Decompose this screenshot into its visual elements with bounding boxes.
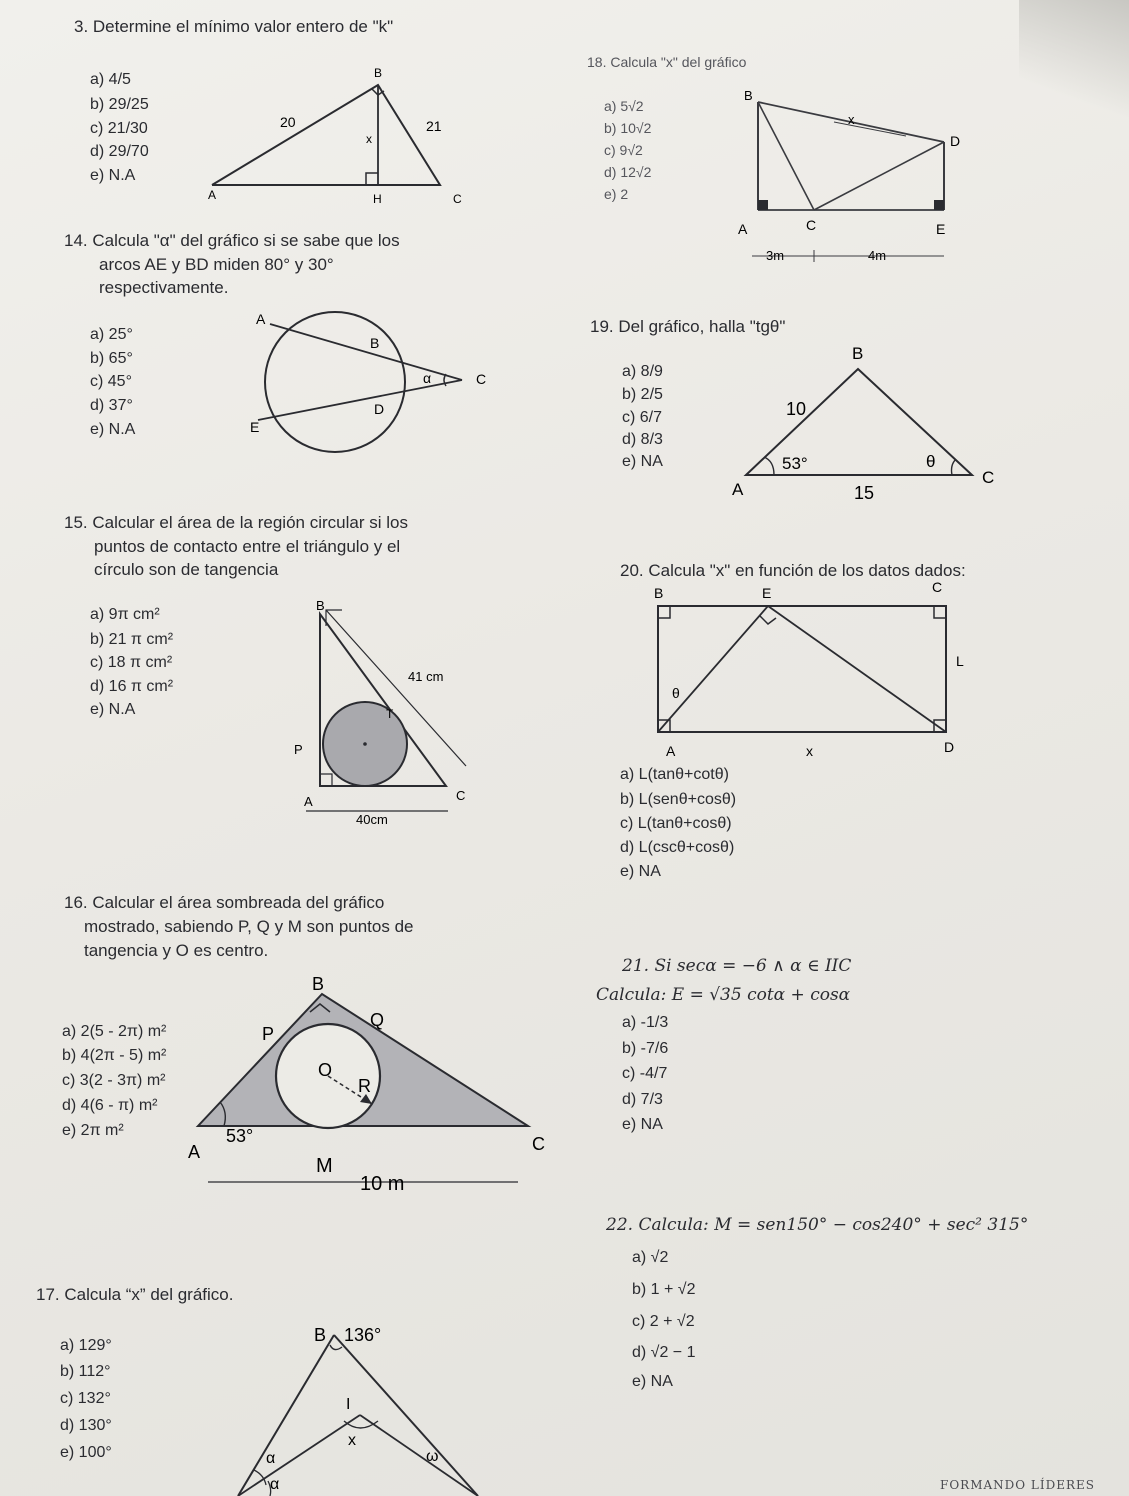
q13-option-c: c) 21/30: [90, 120, 148, 137]
q16-line3: tangencia y O es centro.: [84, 941, 269, 960]
q19-option-d: d) 8/3: [622, 431, 663, 448]
q20-label-l: L: [956, 653, 964, 669]
q15-option-b: b) 21 π cm²: [90, 631, 174, 648]
q16-label-r: R: [358, 1076, 371, 1096]
q20-label-d: D: [944, 739, 955, 755]
q21-option-e: e) NA: [622, 1116, 663, 1133]
q14-option-e: e) N.A: [90, 421, 136, 438]
q13-label-c: C: [453, 192, 462, 206]
q17-option-a: a) 129°: [60, 1337, 112, 1354]
q15-label-c: C: [456, 788, 466, 803]
q18-label-e: E: [936, 221, 946, 237]
q14-option-c: c) 45°: [90, 373, 132, 390]
q15-triangle-figure: [280, 596, 500, 836]
q15-label-t: T: [386, 707, 394, 721]
q18-label-d: D: [950, 133, 961, 149]
q17-label-i: I: [346, 1396, 351, 1413]
q16-label-m: M: [316, 1155, 333, 1177]
q19-triangle-figure: [720, 335, 1010, 510]
q15-label-b: B: [316, 598, 325, 613]
q14-label-c: C: [476, 371, 487, 387]
q16-triangle-figure: [180, 968, 550, 1198]
q15-option-a: a) 9π cm²: [90, 606, 160, 623]
q13-label-bc: 21: [426, 118, 442, 134]
q22-title: 22. Calcula: M = sen150° − cos240° + sec² 315°: [606, 1215, 1029, 1235]
q14-label-alpha: α: [423, 370, 432, 386]
q19-option-e: e) NA: [622, 453, 663, 470]
q21-option-b: b) -7/6: [622, 1040, 669, 1057]
q14-label-b: B: [370, 335, 380, 351]
q16-label-a: A: [188, 1142, 201, 1162]
q15-label-a: A: [304, 794, 313, 809]
q16-label-angle: 53°: [226, 1126, 254, 1146]
q15-label-base: 40cm: [356, 812, 388, 827]
q15-label-hyp: 41 cm: [408, 669, 444, 684]
q15-line2: puntos de contacto entre el triángulo y el: [94, 537, 401, 556]
q14-circle-figure: [230, 300, 520, 470]
q14-line3: respectivamente.: [99, 278, 229, 297]
q22-option-c: c) 2 + √2: [632, 1313, 695, 1330]
q21-option-d: d) 7/3: [622, 1091, 663, 1108]
q13-option-d: d) 29/70: [90, 143, 149, 160]
q20-label-a: A: [666, 743, 676, 759]
q16-label-o: O: [318, 1060, 333, 1080]
q16-option-c: c) 3(2 - 3π) m²: [62, 1072, 166, 1089]
q17-label-angle-b: 136°: [344, 1325, 382, 1345]
q22-option-d: d) √2 − 1: [632, 1344, 696, 1361]
q20-option-c: c) L(tanθ+cosθ): [620, 815, 732, 832]
q13-label-ab: 20: [280, 114, 296, 130]
q19-label-angle-c: θ: [926, 452, 936, 471]
q19-label-b: B: [852, 344, 864, 363]
q20-label-theta: θ: [672, 685, 680, 701]
q19-title: 19. Del gráfico, halla "tgθ": [590, 317, 786, 336]
q17-option-c: c) 132°: [60, 1390, 111, 1407]
q18-option-e: e) 2: [604, 186, 629, 202]
q17-label-x: x: [348, 1432, 356, 1449]
q22-option-a: a) √2: [632, 1249, 669, 1266]
q18-label-b: B: [744, 88, 753, 103]
q15-option-d: d) 16 π cm²: [90, 678, 174, 695]
q19-label-a: A: [732, 480, 744, 499]
q17-triangle-figure: [210, 1305, 510, 1496]
q16-line1: 16. Calcular el área sombreada del gráfico: [64, 893, 385, 912]
page-shadow: [1019, 0, 1129, 130]
q20-option-b: b) L(senθ+cosθ): [620, 791, 737, 808]
q16-label-q: Q: [370, 1010, 385, 1030]
q13-option-b: b) 29/25: [90, 96, 149, 113]
q13-label-h: H: [373, 192, 382, 206]
q18-figure: [730, 80, 990, 265]
q17-label-b: B: [314, 1325, 327, 1345]
q13-label-x: x: [366, 132, 372, 146]
q19-option-b: b) 2/5: [622, 386, 663, 403]
q16-label-b: B: [312, 974, 325, 994]
q13-label-a: A: [208, 188, 217, 202]
q14-line1: 14. Calcula "α" del gráfico si se sabe que los: [64, 231, 400, 250]
q16-label-c: C: [532, 1134, 545, 1154]
q20-label-b: B: [654, 585, 664, 601]
q19-option-c: c) 6/7: [622, 409, 663, 426]
q18-label-ac: 3m: [766, 248, 785, 263]
q20-option-e: e) NA: [620, 863, 661, 880]
q17-option-e: e) 100°: [60, 1444, 112, 1461]
q20-label-e: E: [762, 585, 772, 601]
q20-label-x: x: [806, 743, 813, 759]
q18-option-c: c) 9√2: [604, 142, 643, 158]
q16-option-b: b) 4(2π - 5) m²: [62, 1047, 167, 1064]
q13-triangle-figure: [190, 55, 480, 215]
q17-title: 17. Calcula “x” del gráfico.: [36, 1285, 234, 1304]
q13-title: 3. Determine el mínimo valor entero de "k": [74, 17, 394, 36]
q17-label-alpha-2: α: [270, 1476, 280, 1493]
q14-option-d: d) 37°: [90, 397, 133, 414]
q19-option-a: a) 8/9: [622, 363, 663, 380]
q16-label-p: P: [262, 1024, 275, 1044]
q16-option-e: e) 2π m²: [62, 1122, 124, 1139]
q15-label-p: P: [294, 742, 303, 757]
q18-option-b: b) 10√2: [604, 120, 652, 136]
q13-option-a: a) 4/5: [90, 71, 131, 88]
q18-label-ce: 4m: [868, 248, 887, 263]
q16-option-a: a) 2(5 - 2π) m²: [62, 1023, 167, 1040]
q14-label-a: A: [256, 311, 266, 327]
q16-label-base: 10 m: [360, 1173, 405, 1195]
q18-option-a: a) 5√2: [604, 98, 644, 114]
q19-label-ab: 10: [786, 399, 807, 419]
q17-option-d: d) 130°: [60, 1417, 112, 1434]
q19-label-ac: 15: [854, 483, 875, 503]
q17-label-omega: ω: [426, 1448, 439, 1465]
q22-option-e: e) NA: [632, 1373, 673, 1390]
q14-label-e: E: [250, 419, 260, 435]
q18-label-x: x: [848, 112, 855, 127]
q19-label-c: C: [982, 468, 995, 487]
q20-label-c: C: [932, 580, 943, 595]
q16-line2: mostrado, sabiendo P, Q y M son puntos de: [84, 917, 414, 936]
q17-label-alpha-1: α: [266, 1450, 276, 1467]
q14-line2: arcos AE y BD miden 80° y 30°: [99, 255, 334, 274]
q18-label-c: C: [806, 217, 817, 233]
q18-option-d: d) 12√2: [604, 164, 652, 180]
q19-label-angle-a: 53°: [782, 454, 808, 473]
q21-line1: 21. Si secα = −6 ∧ α ∈ IIC: [622, 956, 852, 976]
q20-option-a: a) L(tanθ+cotθ): [620, 766, 729, 783]
q21-option-a: a) -1/3: [622, 1014, 669, 1031]
q15-line1: 15. Calcular el área de la región circular si los: [64, 513, 408, 532]
q17-option-b: b) 112°: [60, 1363, 111, 1380]
q16-option-d: d) 4(6 - π) m²: [62, 1097, 158, 1114]
q13-label-b: B: [374, 66, 383, 80]
q20-title: 20. Calcula "x" en función de los datos dados:: [620, 561, 966, 580]
q14-option-a: a) 25°: [90, 326, 133, 343]
q18-title: 18. Calcula "x" del gráfico: [587, 54, 747, 70]
q14-label-d: D: [374, 401, 385, 417]
q20-option-d: d) L(cscθ+cosθ): [620, 839, 735, 856]
q21-line2: Calcula: E = √35 cotα + cosα: [596, 985, 851, 1005]
q15-option-c: c) 18 π cm²: [90, 654, 173, 671]
q15-option-e: e) N.A: [90, 701, 136, 718]
q22-option-b: b) 1 + √2: [632, 1281, 696, 1298]
q15-line3: círculo son de tangencia: [94, 560, 279, 579]
q18-label-a: A: [738, 221, 748, 237]
footer-brand: FORMANDO LÍDERES: [940, 1478, 1096, 1492]
q21-option-c: c) -4/7: [622, 1065, 668, 1082]
q20-rectangle-figure: [640, 580, 980, 765]
q14-option-b: b) 65°: [90, 350, 133, 367]
q13-option-e: e) N.A: [90, 167, 136, 184]
